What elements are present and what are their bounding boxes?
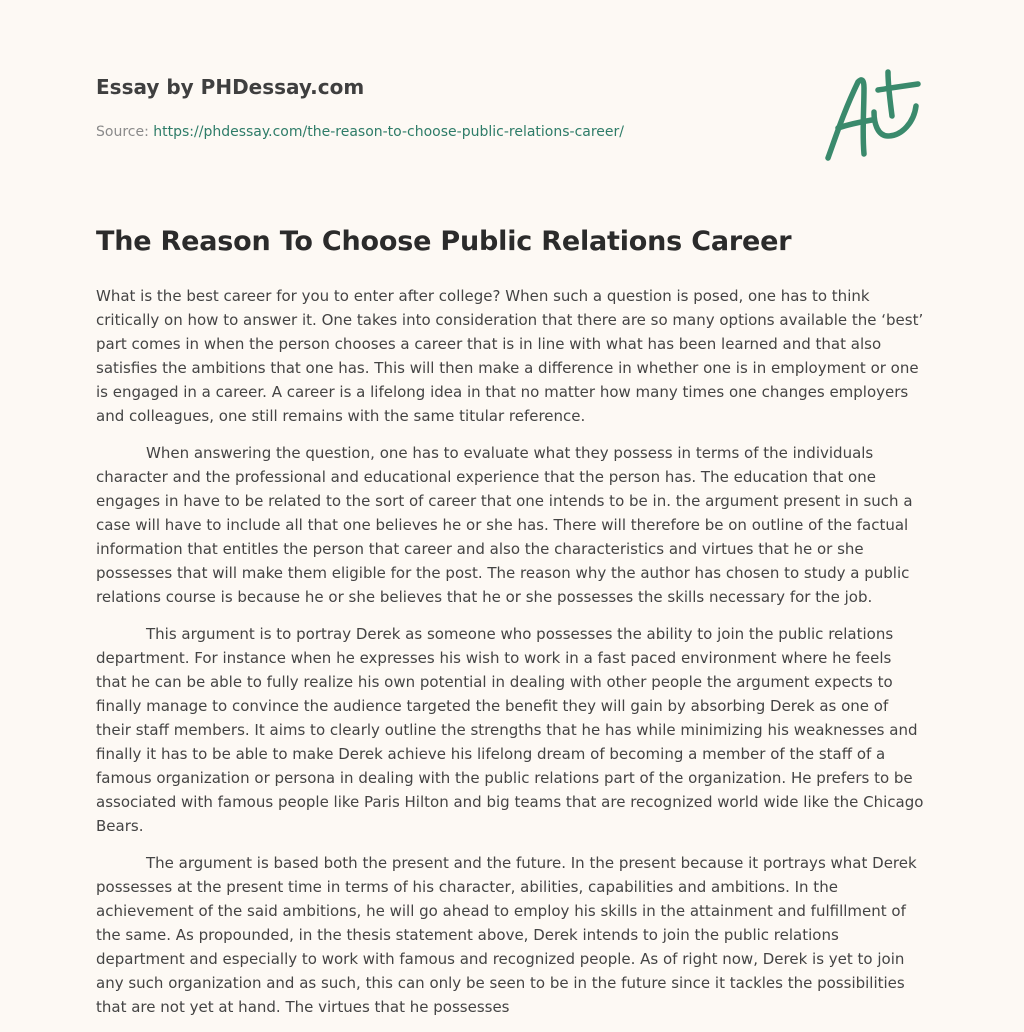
essay-paragraph: The argument is based both the present and the future. In the present because it portrays what Derek possesses at the present time in terms of his character, abilities, capabilities and ambitions. In the achievement of the said ambitions, he will go ahead to employ his skills in the attainment and fulfillment of the same. As propounded, in the thesis statement above, Derek intends to join the public relations department and especially to work with famous and recognized people. As of right now, Derek is yet to join any such organization and as such, this can only be seen to be in the future since it tackles the possibilities that are not yet at hand. The virtues that he possesses — [96, 854, 917, 1016]
essay-paragraph: What is the best career for you to enter after college? When such a question is posed, one has to think critically on how to answer it. One takes into consideration that there are so many options available the ‘best’ part comes in when the person chooses a career that is in line with what has been learned and that also satisfies the ambitions that one has. This will then make a difference in whether one is in employment or one is engaged in a career. A career is a lifelong idea in that no matter how many times one changes employers and colleagues, one still remains with the same titular reference. — [96, 287, 924, 425]
source-line — [96, 124, 624, 140]
site-brand: Essay by PHDessay.com — [96, 75, 365, 99]
a-plus-logo-icon — [818, 66, 930, 166]
source-label: Source: — [96, 124, 154, 140]
essay-body — [96, 284, 926, 1032]
essay-paragraph: This argument is to portray Derek as someone who possesses the ability to join the public relations department. For instance when he expresses his wish to work in a fast paced environment where he feels that he can be able to fully realize his own potential in dealing with other people the argument expects to finally manage to convince the audience targeted the benefit they will gain by absorbing Derek as one of their staff members. It aims to clearly outline the strengths that he has while minimizing his weaknesses and finally it has to be able to make Derek achieve his lifelong dream of becoming a member of the staff of a famous organization or persona in dealing with the public relations part of the organization. He prefers to be associated with famous people like Paris Hilton and big teams that are recognized world wide like the Chicago Bears. — [96, 625, 924, 835]
essay-title: The Reason To Choose Public Relations Career — [96, 226, 792, 257]
source-link[interactable]: https://phdessay.com/the-reason-to-choose-public-relations-career/ — [153, 124, 625, 140]
essay-paragraph: When answering the question, one has to evaluate what they possess in terms of the individuals character and the professional and educational experience that the person has. The education that one engages in have to be related to the sort of career that one intends to be in. the argument present in such a case will have to include all that one believes he or she has. There will therefore be on outline of the factual information that entitles the person that career and also the characteristics and virtues that he or she possesses that will make them eligible for the post. The reason why the author has chosen to study a public relations course is because he or she believes that he or she possesses the skills necessary for the job. — [96, 444, 913, 606]
